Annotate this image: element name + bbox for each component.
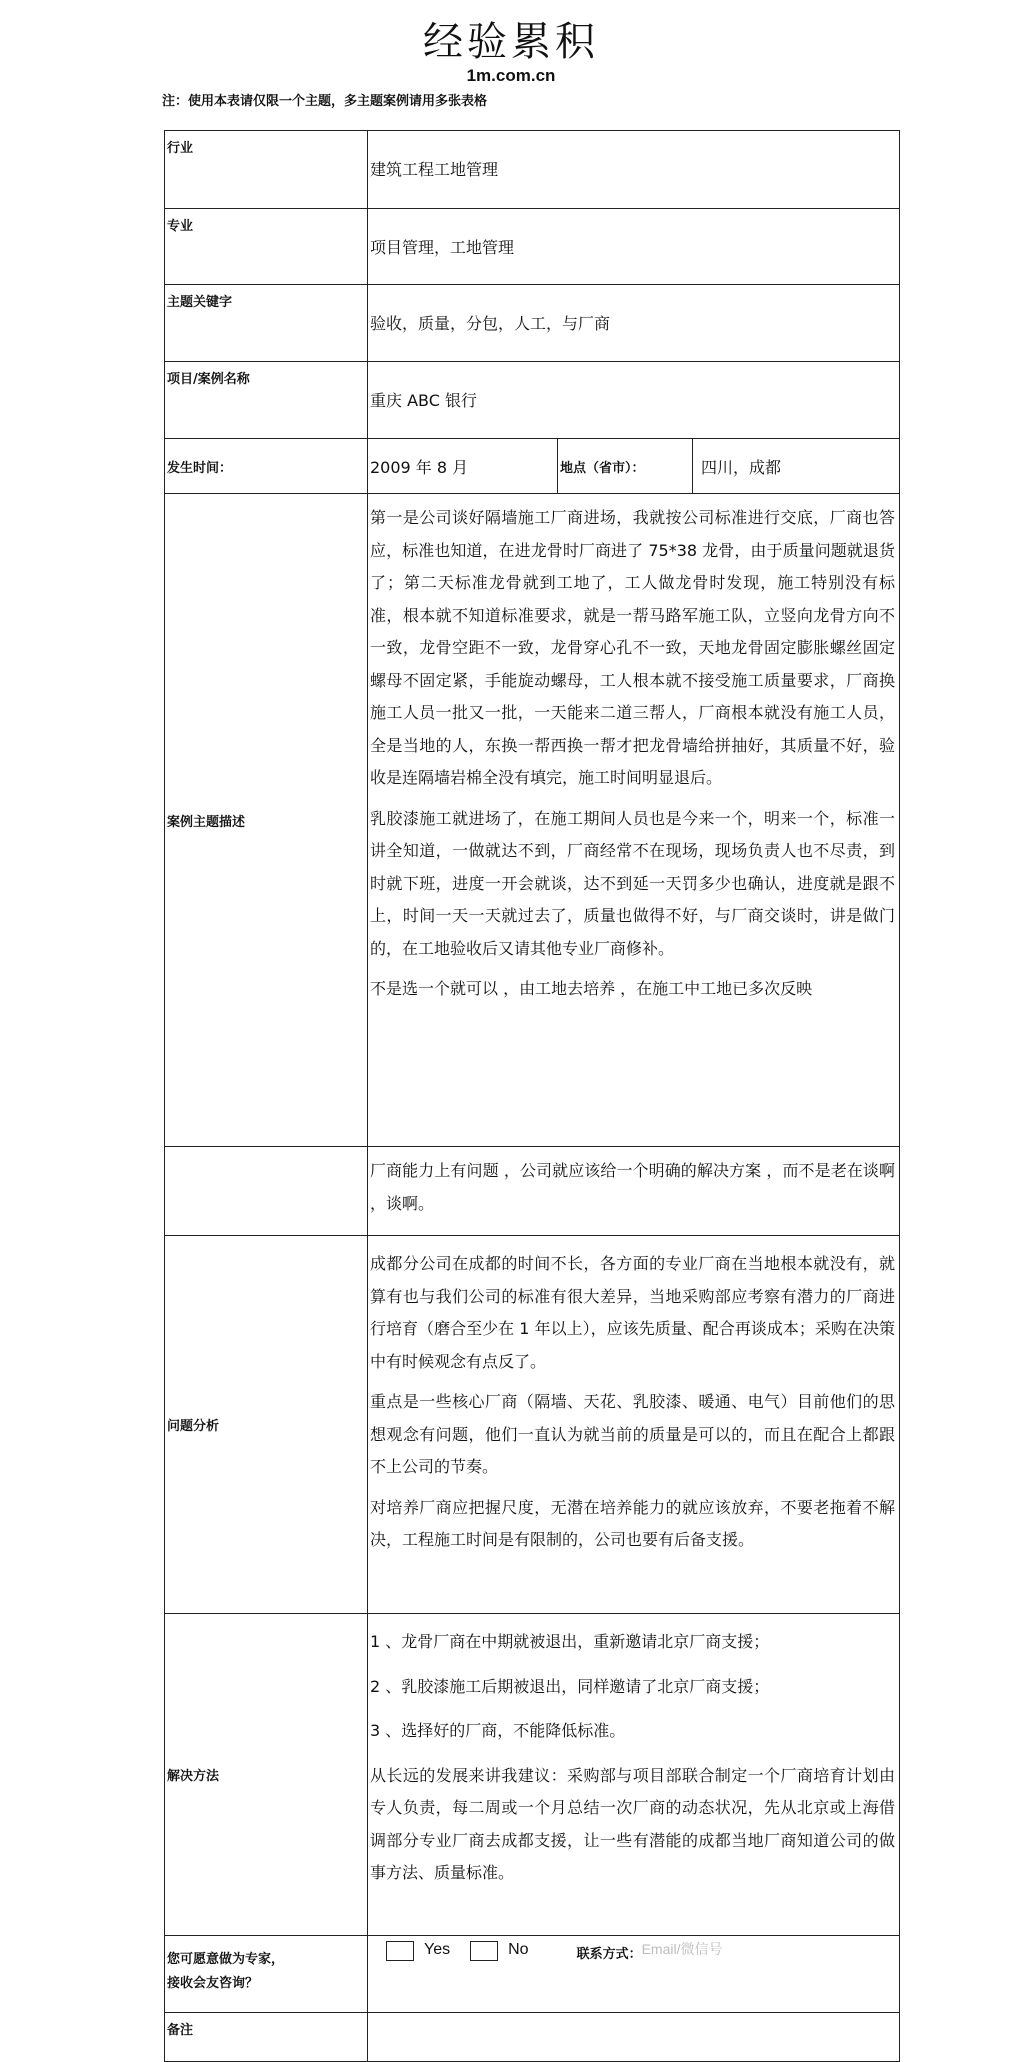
row-time-location — [165, 438, 899, 493]
remark-label: 备注 — [165, 2013, 368, 2061]
description-continuation-text: 厂商能力上有问题 ，公司就应该给一个明确的解决方案 ，而不是老在谈啊 ，谈啊。 — [370, 1161, 895, 1213]
location-value[interactable]: 四川，成都 — [701, 457, 782, 477]
solution-value[interactable] — [368, 1614, 899, 1935]
solution-item-3: 3 、选择好的厂商，不能降低标准。 — [370, 1721, 626, 1740]
row-analysis — [165, 1235, 899, 1613]
major-value[interactable]: 项目管理，工地管理 — [370, 238, 515, 257]
analysis-label: 问题分析 — [165, 1236, 368, 1613]
expert-label-line2: 接收会友咨询？ — [167, 1976, 259, 1991]
row-expert — [165, 1935, 899, 2012]
document-title: 经验累积 — [423, 19, 599, 65]
row-solution — [165, 1613, 899, 1935]
no-label: No — [508, 1941, 529, 1958]
project-label: 项目/案例名称 — [165, 362, 368, 438]
row-major — [165, 208, 899, 284]
row-remark — [165, 2012, 899, 2061]
time-label: 发生时间： — [165, 439, 368, 493]
row-keywords — [165, 284, 899, 361]
solution-item-1: 1 、龙骨厂商在中期就被退出，重新邀请北京厂商支援； — [370, 1632, 770, 1651]
major-label: 专业 — [165, 209, 368, 284]
expert-options — [368, 1936, 899, 2012]
expert-label — [165, 1936, 368, 2012]
row-project — [165, 361, 899, 438]
description-paragraph-2: 乳胶漆施工就进场了，在施工期间人员也是今来一个，明来一个，标准一讲全知道，一做就达不到，厂商经常不在现场，现场负责人也不尽责，到时就下班，进度一开会就谈，达不到延一天罚多少也确认，进度就是跟不上，时间一天一天就过去了，质量也做得不好，与厂商交谈时，讲是做门的，在工地验收后又请其他专业厂商修补。 — [370, 808, 895, 958]
time-value[interactable]: 2009 年 8 月 — [368, 439, 558, 493]
yes-checkbox[interactable] — [386, 1941, 414, 1961]
keywords-value[interactable]: 验收，质量，分包，人工，与厂商 — [370, 314, 611, 333]
continued-label-cell — [165, 1147, 368, 1235]
industry-value[interactable]: 建筑工程工地管理 — [370, 160, 499, 179]
remark-value[interactable] — [368, 2013, 899, 2061]
expert-label-line1: 您可愿意做为专家， — [167, 1952, 285, 1967]
keywords-label: 主题关键字 — [165, 285, 368, 361]
site-domain: 1m.com.cn — [466, 66, 556, 85]
description-label: 案例主题描述 — [165, 494, 368, 1146]
yes-label: Yes — [424, 1941, 451, 1958]
contact-input[interactable] — [642, 1941, 762, 1957]
description-continuation[interactable] — [368, 1147, 899, 1235]
solution-label: 解决方法 — [165, 1614, 368, 1935]
location-label: 地点（省市）： — [558, 439, 693, 493]
solution-item-2: 2 、乳胶漆施工后期被退出，同样邀请了北京厂商支援； — [370, 1676, 770, 1696]
contact-label: 联系方式： — [576, 1947, 642, 1962]
analysis-paragraph-3: 对培养厂商应把握尺度，无潜在培养能力的就应该放弃，不要老拖着不解决，工程施工时间是有限制的，公司也要有后备支援。 — [370, 1497, 895, 1549]
usage-note: 注：使用本表请仅限一个主题，多主题案例请用多张表格 — [162, 94, 488, 109]
analysis-value[interactable] — [368, 1236, 899, 1613]
solution-suggestion: 从长远的发展来讲我建议：采购部与项目部联合制定一个厂商培育计划由专人负责，每二周或一个月总结一次厂商的动态状况，先从北京或上海借调部分专业厂商去成都支援，让一些有潜能的成都当地厂商知道公司的做事方法、质量标准。 — [370, 1765, 895, 1882]
analysis-paragraph-1: 成都分公司在成都的时间不长，各方面的专业厂商在当地根本就没有，就算有也与我们公司的标准有很大差异，当地采购部应考察有潜力的厂商进行培育（磨合至少在 1 年以上），应该先质量、配合再谈成本；采购在决策中有时候观念有点反了。 — [370, 1254, 895, 1371]
row-description — [165, 493, 899, 1146]
experience-form — [164, 130, 900, 2062]
analysis-paragraph-2: 重点是一些核心厂商（隔墙、天花、乳胶漆、暖通、电气）目前他们的思想观念有问题，他们一直认为就当前的质量是可以的，而且在配合上都跟不上公司的节奏。 — [370, 1392, 895, 1476]
row-description-continued — [165, 1146, 899, 1235]
project-value[interactable]: 重庆 ABC 银行 — [370, 391, 477, 410]
description-value[interactable] — [368, 494, 899, 1146]
no-checkbox[interactable] — [470, 1941, 498, 1961]
description-paragraph-3: 不是选一个就可以 ，由工地去培养 ，在施工中工地已多次反映 — [370, 979, 813, 998]
industry-label: 行业 — [165, 131, 368, 208]
row-industry — [165, 131, 899, 208]
description-paragraph-1: 第一是公司谈好隔墙施工厂商进场，我就按公司标准进行交底，厂商也答应，标准也知道，在进龙骨时厂商进了 75*38 龙骨，由于质量问题就退货了；第二天标准龙骨就到工地了，工人做龙骨时发现，施工特别没有标准，根本就不知道标准要求，就是一帮马路军施工队，立竖向龙骨方向不一致，龙骨空距不一致，龙骨穿心孔不一致，天地龙骨固定膨胀螺丝固定螺母不固定紧，手能旋动螺母，工人根本就不接受施工质量要求，厂商换施工人员一批又一批，一天能来二道三帮人，厂商根本就没有施工人员，全是当地的人，东换一帮西换一帮才把龙骨墙给拼抽好，其质量不好，验收是连隔墙岩棉全没有填完，施工时间明显退后。 — [370, 508, 895, 787]
